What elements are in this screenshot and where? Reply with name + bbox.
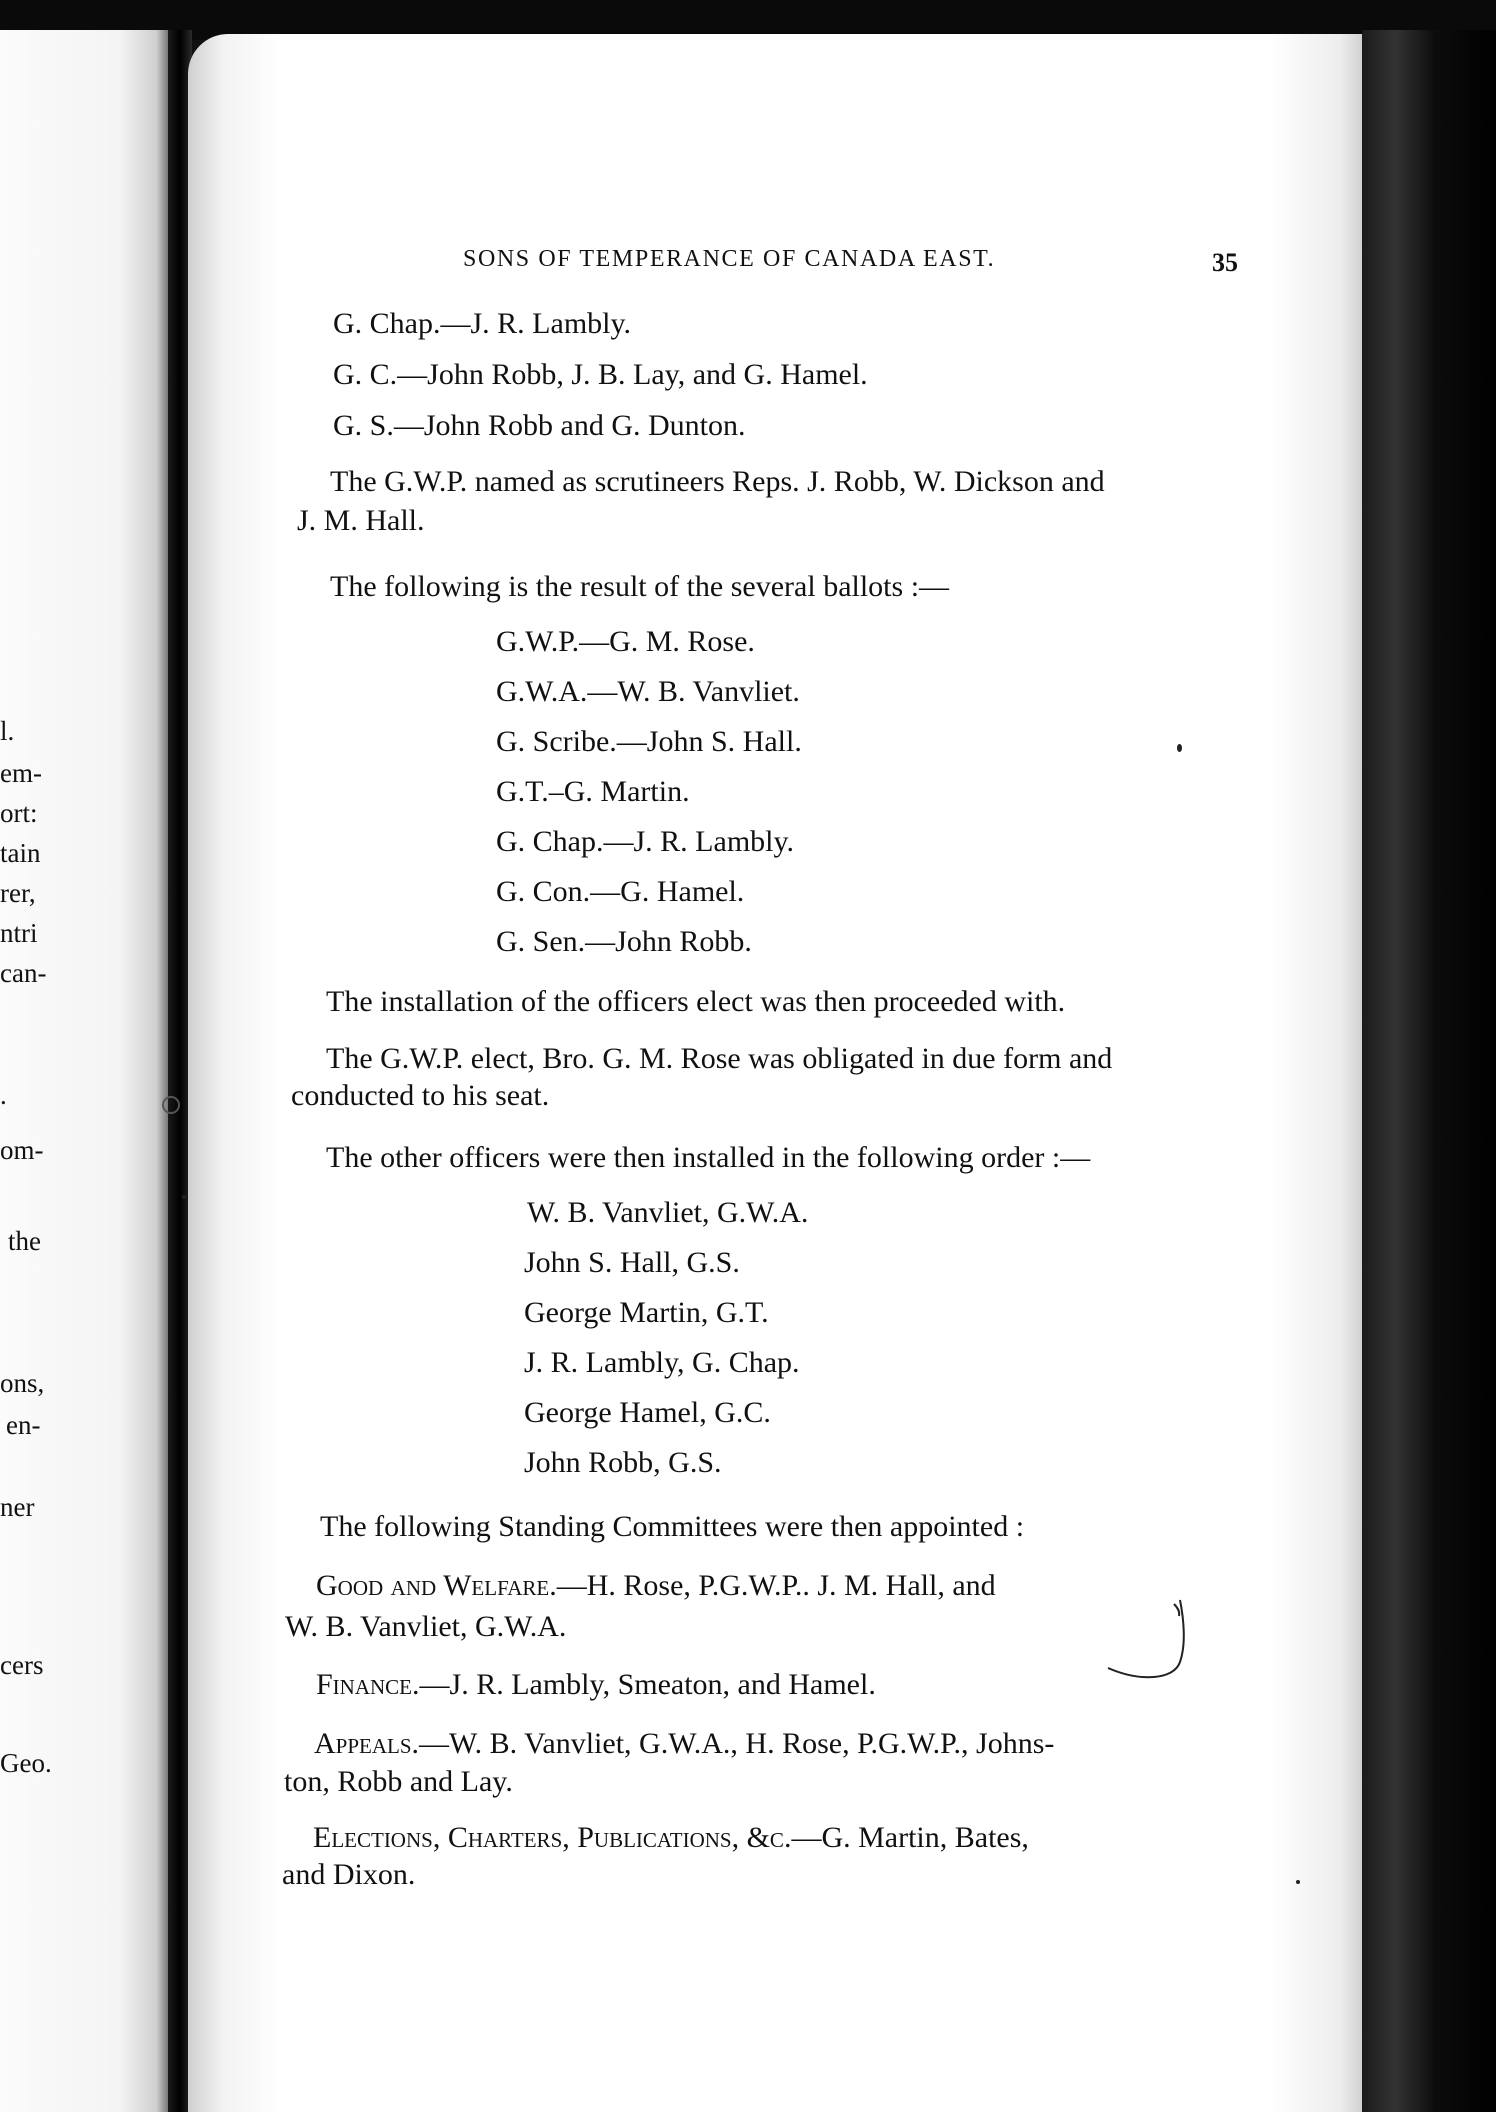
ballot-line: G.W.P.—G. M. Rose. xyxy=(496,625,755,658)
installed-officer-line: W. B. Vanvliet, G.W.A. xyxy=(527,1196,809,1229)
running-title: SONS OF TEMPERANCE OF CANADA EAST. xyxy=(463,246,996,272)
text-line: The following Standing Committees were then appointed : xyxy=(320,1510,1025,1543)
committee-elections xyxy=(313,1821,1029,1855)
ink-speck xyxy=(1177,744,1182,752)
left-fragment: can- xyxy=(0,958,47,988)
committee-heading: Elections, Charters, Publications, &c.— xyxy=(313,1821,822,1854)
committee-finance xyxy=(316,1668,876,1702)
left-fragment: the xyxy=(8,1226,41,1256)
committee-good-and-welfare xyxy=(316,1569,996,1603)
left-fragment: en- xyxy=(6,1410,41,1440)
ballot-line: G. Chap.—J. R. Lambly. xyxy=(496,825,795,858)
left-fragment: ort: xyxy=(0,798,38,828)
installed-officer-line: George Hamel, G.C. xyxy=(524,1396,771,1429)
committee-members: J. R. Lambly, Smeaton, and Hamel. xyxy=(449,1668,876,1701)
committee-heading: Good and Welfare.— xyxy=(316,1569,587,1602)
pen-mark xyxy=(1100,1590,1190,1700)
text-line: G. S.—John Robb and G. Dunton. xyxy=(333,409,746,442)
ink-speck xyxy=(1296,1880,1300,1884)
left-fragment: cers xyxy=(0,1650,44,1680)
committee-appeals xyxy=(314,1727,1054,1761)
ballot-line: G. Sen.—John Robb. xyxy=(496,925,752,958)
ink-speck xyxy=(182,1195,186,1199)
left-fragment: Geo. xyxy=(0,1748,52,1778)
committee-members: H. Rose, P.G.W.P.. J. M. Hall, and xyxy=(586,1569,996,1602)
committee-members: G. Martin, Bates, xyxy=(821,1821,1029,1854)
installed-officer-line: John Robb, G.S. xyxy=(524,1446,722,1479)
left-fragment: l. xyxy=(0,716,15,746)
right-page-edge xyxy=(1362,30,1496,2112)
text-line: W. B. Vanvliet, G.W.A. xyxy=(285,1610,567,1643)
committee-heading: Appeals.— xyxy=(314,1727,450,1760)
text-line: The following is the result of the several ballots :— xyxy=(330,570,950,603)
text-line: The G.W.P. elect, Bro. G. M. Rose was obligated in due form and xyxy=(326,1042,1113,1075)
left-fragment: ntri xyxy=(0,918,38,948)
left-fragment: om- xyxy=(0,1135,44,1165)
text-line: The G.W.P. named as scrutineers Reps. J. Robb, W. Dickson and xyxy=(330,465,1105,498)
ballot-line: G.T.–G. Martin. xyxy=(496,775,690,808)
installed-officer-line: John S. Hall, G.S. xyxy=(524,1246,740,1279)
left-fragment: ons, xyxy=(0,1368,45,1398)
installed-officer-line: J. R. Lambly, G. Chap. xyxy=(524,1346,800,1379)
ballot-line: G. Con.—G. Hamel. xyxy=(496,875,745,908)
text-line: J. M. Hall. xyxy=(297,504,425,537)
left-fragment: . xyxy=(0,1080,7,1110)
left-fragment: em- xyxy=(0,758,42,788)
ballot-line: G. Scribe.—John S. Hall. xyxy=(496,725,802,758)
left-fragment: rer, xyxy=(0,878,36,908)
committee-heading: Finance.— xyxy=(316,1668,450,1701)
committee-members: W. B. Vanvliet, G.W.A., H. Rose, P.G.W.P., Johns- xyxy=(449,1727,1055,1760)
left-page-edge xyxy=(0,30,170,2112)
text-line: The installation of the officers elect was then proceeded with. xyxy=(326,985,1066,1018)
text-line: G. Chap.—J. R. Lambly. xyxy=(333,307,632,340)
installed-officer-line: George Martin, G.T. xyxy=(524,1296,769,1329)
left-fragment: tain xyxy=(0,838,41,868)
ink-speck xyxy=(162,1096,180,1114)
text-line: conducted to his seat. xyxy=(291,1079,550,1112)
page-number: 35 xyxy=(1212,248,1238,277)
text-line: ton, Robb and Lay. xyxy=(284,1765,513,1798)
ballot-line: G.W.A.—W. B. Vanvliet. xyxy=(496,675,800,708)
text-line: G. C.—John Robb, J. B. Lay, and G. Hamel. xyxy=(333,358,868,391)
left-fragment: ner xyxy=(0,1492,35,1522)
text-line: and Dixon. xyxy=(282,1858,416,1891)
text-line: The other officers were then installed in the following order :— xyxy=(326,1141,1091,1174)
